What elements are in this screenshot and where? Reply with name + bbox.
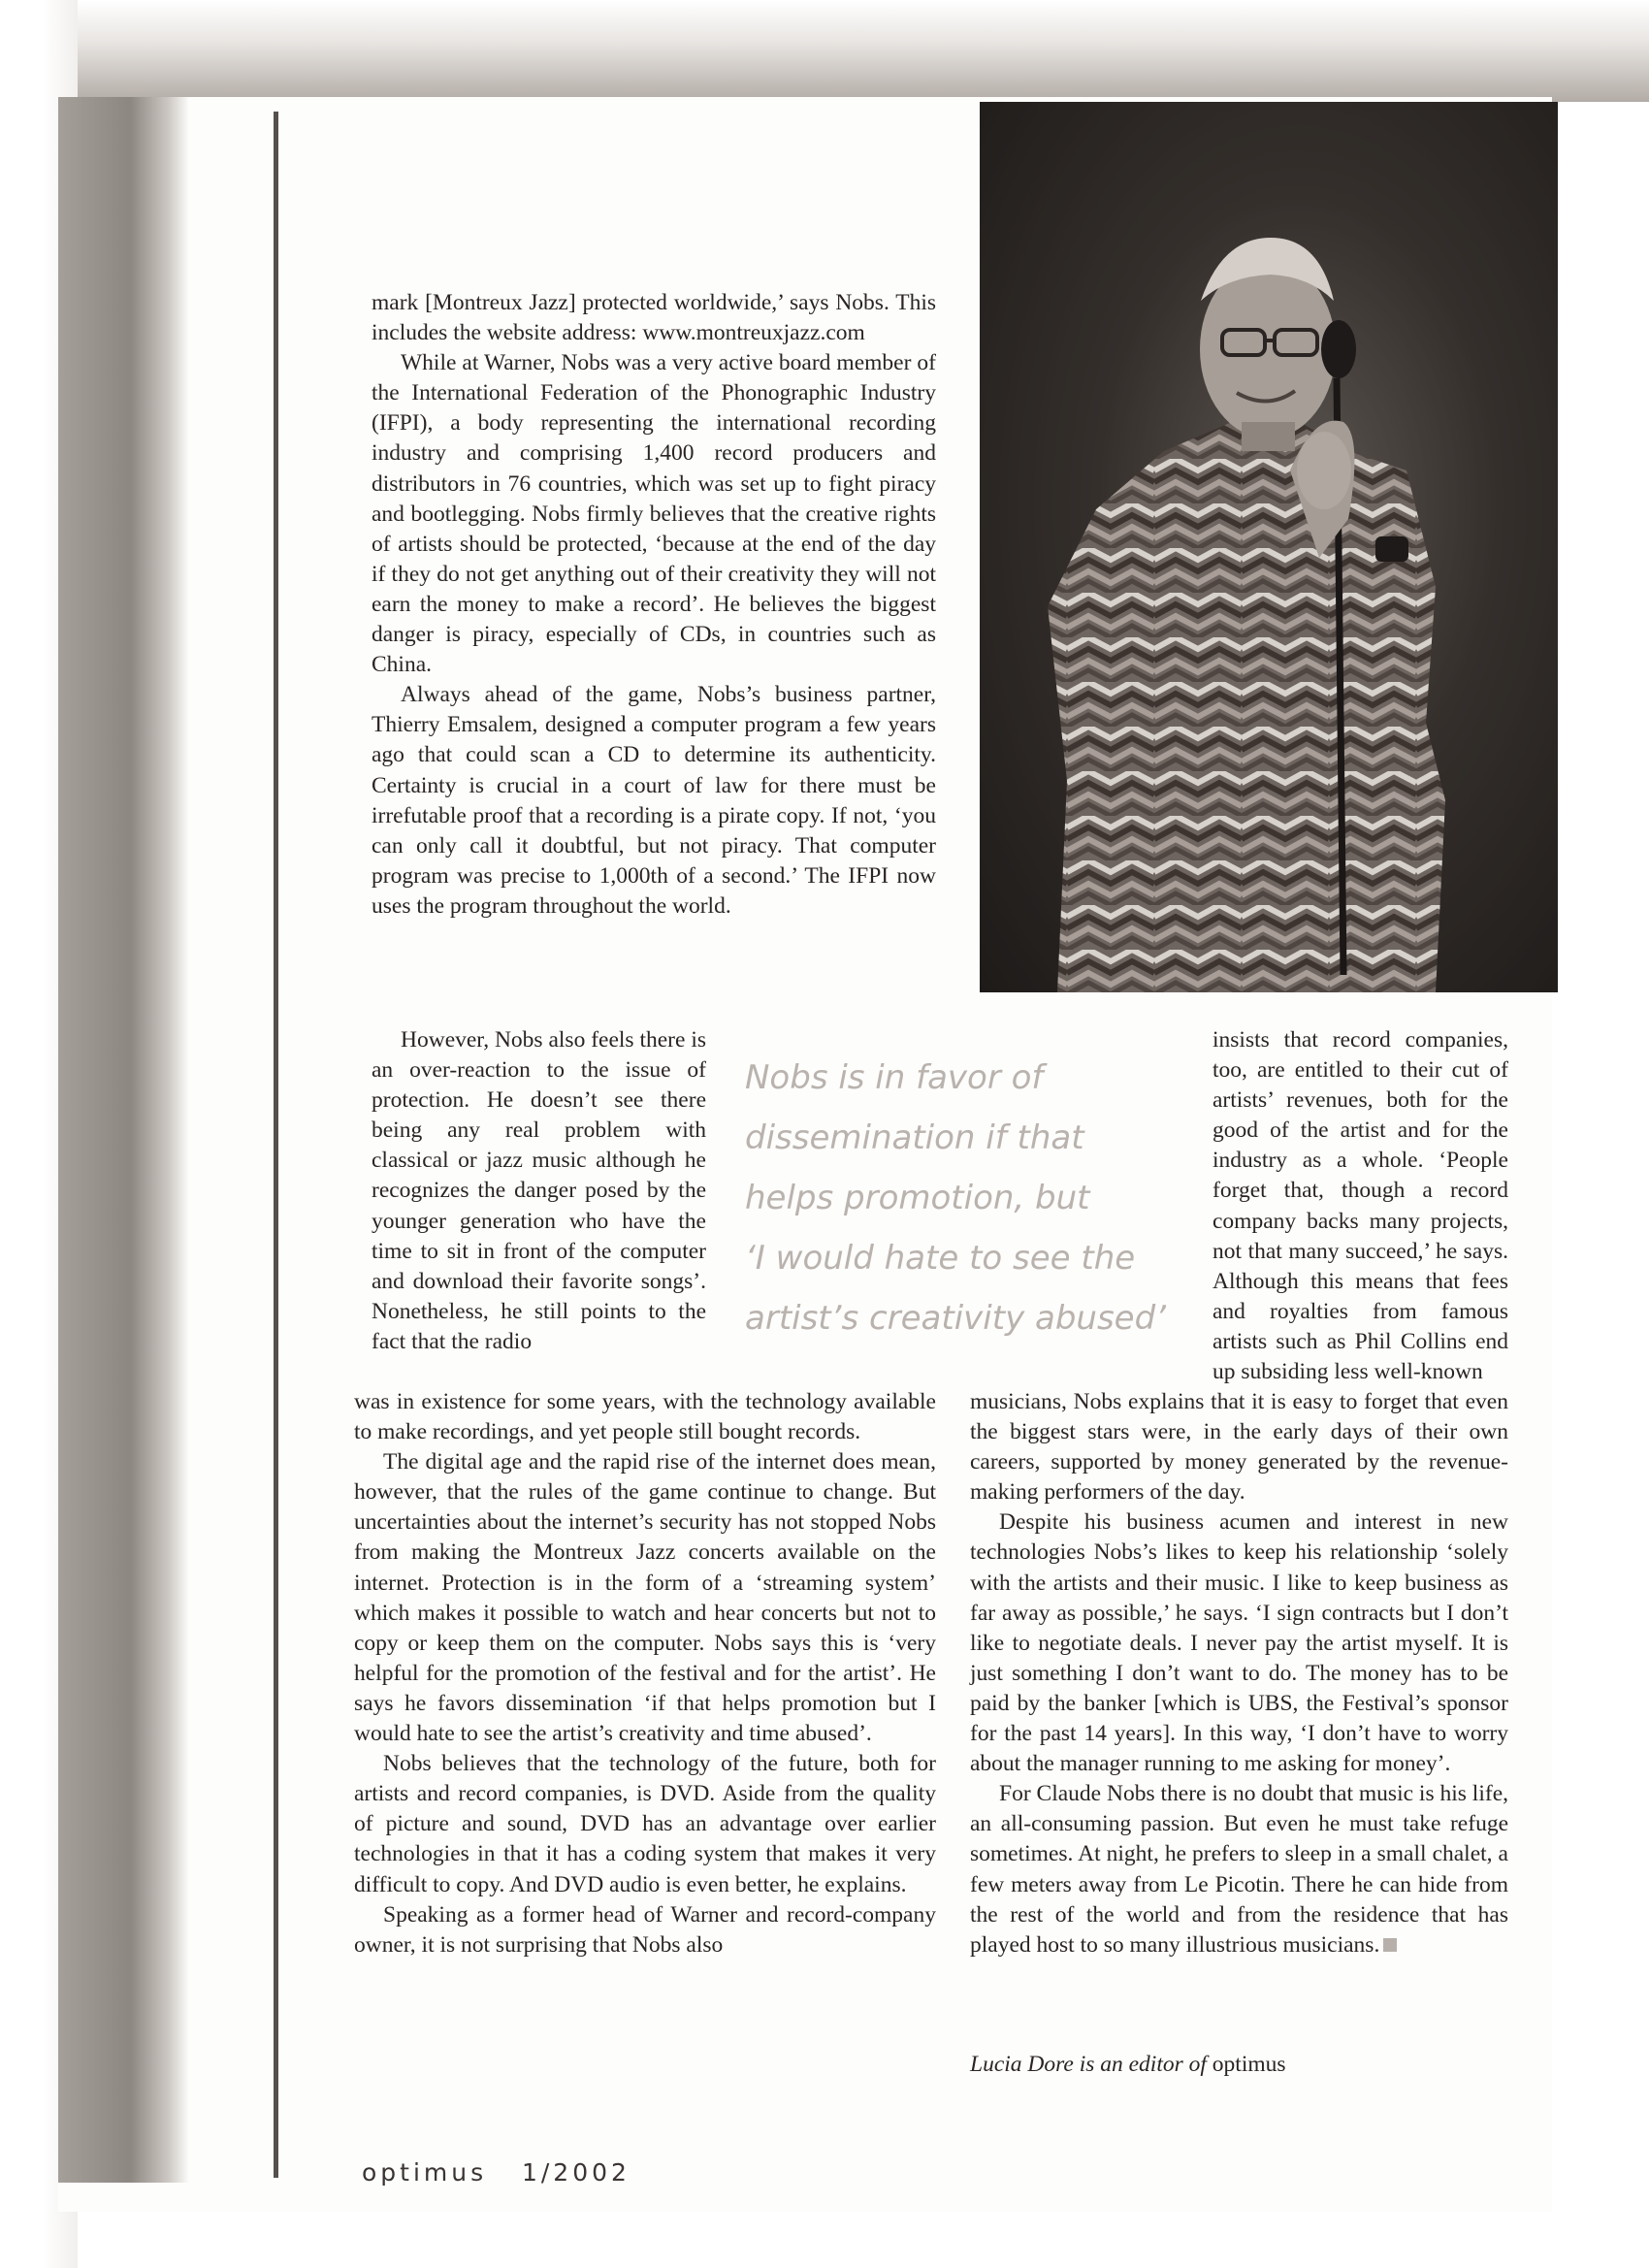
paragraph: The digital age and the rapid rise of the internet does mean, however, that the rules of the game continue to change. But uncertainties about the internet’s security has not stopped Nobs from making the Montreux Jazz concerts available on the internet. Protection is in the form of a ‘streaming system’ which makes it possible to watch and hear concerts but not to copy or keep them on the computer. Nobs says this is ‘very helpful for the promotion of the festival and for the artist’. He says he favors dissemination ‘if that helps promotion but I would hate to see the artist’s creativity and time abused’. — [354, 1449, 936, 1747]
scan-top-shadow — [0, 0, 1649, 102]
paragraph: However, Nobs also feels there is an over-reaction to the issue of protection. He doesn’t see there being any real problem with classical or jazz music although he recognizes the danger posed by the younger generation who have the time to sit in front of the computer and download their favorite songs’. Nonetheless, he still points to the fact that the radio — [372, 1027, 706, 1354]
page-gutter-shadow — [58, 97, 189, 2183]
paragraph: mark [Montreux Jazz] protected worldwide,’ says Nobs. This includes the website address: www.montreuxjazz.com — [372, 290, 936, 346]
pull-quote-line: artist’s creativity abused’ — [745, 1299, 1166, 1338]
byline-text: Lucia Dore is an editor of — [970, 2052, 1207, 2077]
paragraph: Nobs believes that the technology of the future, both for artists and record companies, is DVD. Aside from the quality of picture and sound, DVD has an advantage over earlier technologies in that it has a coding system that makes it very difficult to copy. And DVD audio is even better, he explains. — [354, 1751, 936, 1897]
article-column-top — [372, 288, 936, 922]
pull-quote-line: Nobs is in favor of — [745, 1058, 1044, 1097]
article-column-right — [970, 1387, 1508, 1960]
paragraph: insists that record companies, too, are entitled to their cut of artists’ revenues, both for the good of the artist and for the industry as a whole. ‘People forget that, though a record company backs many projects, not that many succeed,’ he says. Although this means that fees and royalties from famous artists such as Phil Collins end up subsiding less well-known — [1212, 1027, 1508, 1385]
pull-quote-line: helps promotion, but — [745, 1179, 1090, 1217]
page-folio: optimus 1/2002 — [362, 2158, 630, 2187]
paragraph: Always ahead of the game, Nobs’s business partner, Thierry Emsalem, designed a computer program a few years ago that could scan a CD to determine its authenticity. Certainty is crucial in a court of law for there must be irrefutable proof that a recording is a pirate copy. If not, ‘you can only call it doubtful, but not piracy. That computer program was precise to 1,000th of a second.’ The IFPI now uses the program throughout the world. — [372, 682, 936, 919]
paragraph: Despite his business acumen and interest in new technologies Nobs’s likes to keep his relationship ‘solely with the artists and their music. I like to keep business as far away as possible,’ he says. ‘I sign contracts but I don’t like to negotiate deals. I never pay the artist myself. It is just something I don’t want to do. The money has to be paid by the banker [which is UBS, the Festival’s sponsor for the past 14 years]. In this way, ‘I don’t have to worry about the manager running to me asking for money’. — [970, 1509, 1508, 1777]
paragraph: was in existence for some years, with the technology available to make recordings, and yet people still bought records. — [354, 1389, 936, 1445]
paragraph: While at Warner, Nobs was a very active board member of the International Federation of the Phonographic Industry (IFPI), a body representing the international recording industry and comprising 1,400 record producers and distributors in 76 countries, which was set up to fight piracy and bootlegging. Nobs firmly believes that the creative rights of artists should be protected, ‘because at the end of the day if they do not get anything out of their creativity they will not earn the money to make a record’. He believes the biggest danger is piracy, especially of CDs, in countries such as China. — [372, 350, 936, 678]
byline-publication: optimus — [1212, 2052, 1286, 2077]
photo-illustration — [980, 102, 1558, 992]
pull-quote — [745, 1048, 1172, 1348]
paragraph: Speaking as a former head of Warner and record-company owner, it is not surprising that Nobs also — [354, 1901, 936, 1958]
pull-quote-line: dissemination if that — [745, 1118, 1084, 1157]
column-rule — [274, 112, 278, 2178]
end-of-article-mark — [1383, 1938, 1397, 1952]
article-column-bottom-left — [354, 1387, 936, 1960]
pull-quote-line: ‘I would hate to see the — [745, 1239, 1136, 1278]
article-column-mid-left — [372, 1025, 706, 1357]
article-column-right-top — [1212, 1025, 1508, 1387]
author-byline — [970, 2052, 1286, 2078]
paragraph-text: For Claude Nobs there is no doubt that music is his life, an all-consuming passion. But even he must take refuge sometimes. At night, he prefers to sleep in a small chalet, a few meters away from Le Picotin. There he can hide from the rest of the world and from the residence that has played host to so many illustrious musicians. — [970, 1781, 1508, 1958]
photo-claude-nobs-singing — [980, 102, 1558, 992]
paragraph — [970, 1779, 1508, 1960]
paragraph: musicians, Nobs explains that it is easy to forget that even the biggest stars were, in the early days of their own careers, supported by money generated by the revenue-making performers of the day. — [970, 1389, 1508, 1506]
